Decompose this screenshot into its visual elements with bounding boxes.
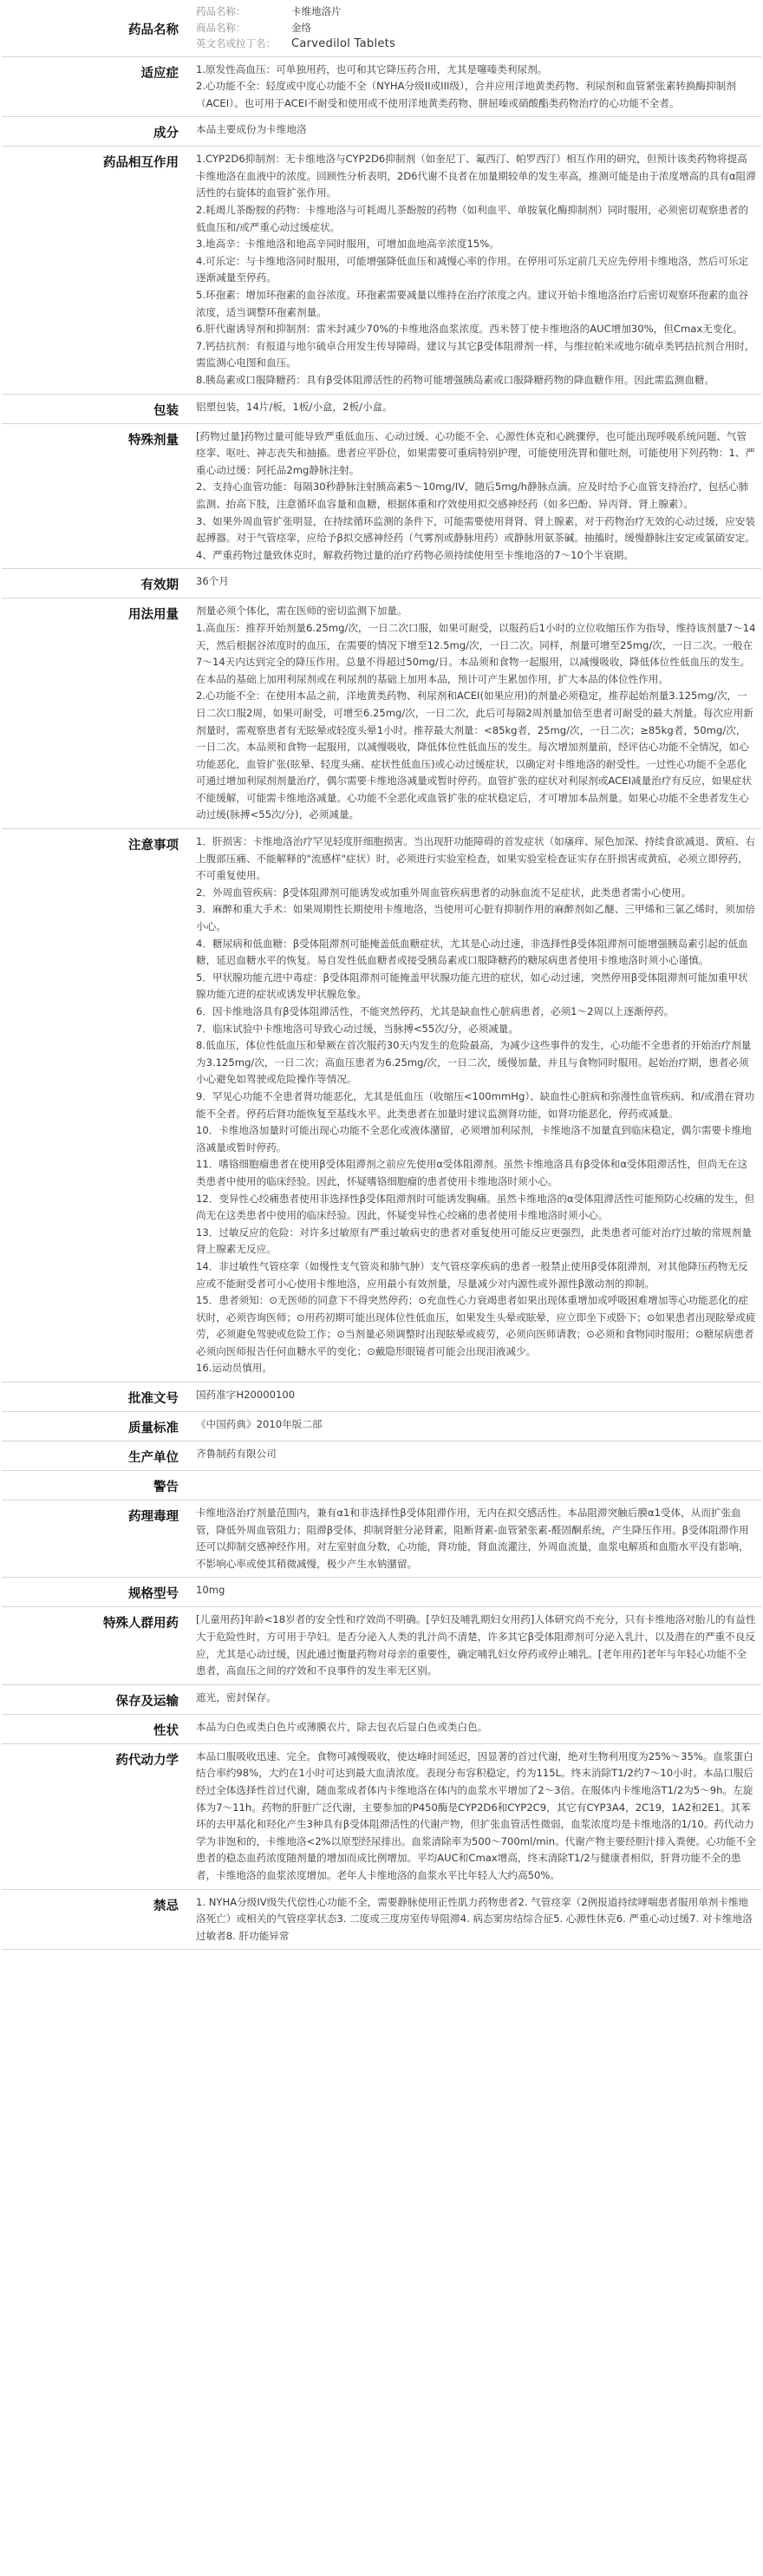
row-paragraph: 6.肝代谢诱导剂和抑制剂：雷米封减少70%的卡维地洛血浆浓度。西米替丁使卡维地洛的AUC增加30%，但Cmax无变化。 [196, 323, 743, 336]
row-value [191, 56, 761, 117]
info-row [2, 1442, 761, 1471]
english-name-label: 英文名或拉丁名： [196, 37, 276, 49]
row-value [191, 147, 761, 394]
row-value [191, 117, 761, 147]
info-row [2, 1684, 761, 1714]
row-paragraph: 3．麻醉和重大手术：如果周期性长期使用卡维地洛，当使用可心脏有抑制作用的麻醉剂如乙醚、三甲烯和三氯乙烯时，须加倍小心。 [196, 903, 756, 933]
row-paragraph: 1.CYP2D6抑制剂：无卡维地洛与CYP2D6抑制剂（如奎尼丁、氟西汀、帕罗西汀）相互作用的研究，但预计该类药物将提高卡维地洛在血液中的浓度。回顾性分析表明，2D6代谢不良者在加量期较单的发生率高，推测可能是由于浓度增高的具有α阻滞活性的右旋体的血管扩张作用。 [196, 153, 756, 199]
info-row [2, 423, 761, 569]
info-row [2, 829, 761, 1383]
row-paragraph: 本品口服吸收迅速、完全。食物可减慢吸收，使达峰时间延迟，因显著的首过代谢，绝对生物利用度为25%～35%。血浆蛋白结合率约98%，大约在1小时可达到最大血清浓度。表现分布容积稳定，约为115L。终末消除T1/2约7～10小时。本品口服后经过全体选择性首过代谢，随血浆成者体内卡维地洛在体内的血浆水平增加了2～3倍。在服体内卡维地洛T1/2为5～9h。左旋体为7～11h。药物的肝脏广泛代谢，主要参加的P450酶是CYP2D6和CYP2C9，其它有CYP3A4，2C19，1A2和2E1。其苯环的去甲基化和羟化产生3种具有β受体阻滞活性的代谢产物，但扩张血管活性微弱，血浆浓度均是卡维地洛的1/10。药代动力学为非饱和的，卡维地洛<2%以原型经尿排出。血浆清除率为500～700ml/min。代谢产物主要经胆汁排入粪便。心功能不全患者的稳态血药浓度随剂量的增加而成比例增加。平均AUC和Cmax增高，终末清除T1/2与健康者相似，肝肾功能不全的患者，卡维地洛的血浆浓度增加。老年人卡维地洛的血浆水平比年轻人大约高50%。 [196, 1749, 756, 1881]
row-paragraph: 国药准字H20000100 [196, 1389, 296, 1402]
row-label: 药代动力学 [2, 1743, 191, 1889]
row-label: 注意事项 [2, 829, 191, 1383]
row-label: 药品名称 [2, 0, 191, 56]
row-paragraph: 12．变异性心绞痛患者使用非选择性β受体阻滞剂时可能诱发胸痛。虽然卡维地洛的α受体阻滞活性可能预防心绞痛的发生，但尚无在这类患者中使用的临床经验。因此，怀疑变异性心绞痛的患者使用卡维地洛时须小心。 [196, 1192, 755, 1222]
row-paragraph: 2．外周血管疾病：β受体阻滞剂可能诱发或加重外周血管疾病患者的动脉血流不足症状，此类患者需小心使用。 [196, 886, 692, 899]
drug-info-table [2, 0, 761, 1950]
trade-name-line [196, 20, 756, 36]
row-value [191, 1743, 761, 1889]
generic-name-label: 药品名称： [196, 5, 246, 17]
row-paragraph: 5．甲状腺功能亢进中毒症：β受体阻滞剂可能掩盖甲状腺功能亢进的症状，如心动过速，突然停用β受体阻滞剂可能加重甲状腺功能亢进的症状或诱发甲状腺危象。 [196, 971, 748, 1001]
row-paragraph: 6．因卡维地洛具有β受体阻滞活性，不能突然停药，尤其是缺血性心脏病患者，必须1～2周以上逐渐停药。 [196, 1005, 675, 1017]
row-value [191, 1684, 761, 1714]
row-paragraph: [药物过量]药物过量可能导致严重低血压、心动过缓、心功能不全、心源性休克和心跳骤停，也可能出现呼吸系统问题、气管痉挛、呕吐、神志丧失和抽搐。患者应平卧位，如果需要可重病特别护理，可能使用洗胃和催吐剂，可能使用下列药物：1、严重心动过缓：阿托品2mg静脉注射。 [196, 429, 756, 476]
row-value [191, 1607, 761, 1684]
info-row [2, 117, 761, 147]
row-paragraph: 铝塑包装，14片/板，1板/小盒，2板/小盒。 [196, 400, 393, 413]
info-row [2, 1607, 761, 1684]
row-paragraph: 剂量必须个体化，需在医师的密切监测下加量。 [196, 605, 408, 618]
row-paragraph: 遮光，密封保存。 [196, 1690, 277, 1703]
row-value [191, 1442, 761, 1471]
info-row [2, 598, 761, 829]
row-label: 药品相互作用 [2, 147, 191, 394]
english-name-line [196, 36, 756, 53]
row-label: 批准文号 [2, 1383, 191, 1412]
row-value [191, 1471, 761, 1500]
row-label: 警告 [2, 1471, 191, 1500]
row-value [191, 1714, 761, 1743]
info-row [2, 394, 761, 423]
row-label: 质量标准 [2, 1412, 191, 1442]
row-label: 有效期 [2, 569, 191, 598]
row-paragraph: 1.原发性高血压：可单独用药，也可和其它降压药合用，尤其是噻嗪类利尿剂。 [196, 62, 548, 75]
row-label: 成分 [2, 117, 191, 147]
row-paragraph: 8.胰岛素或口服降糖药：具有β受体阻滞活性的药物可能增强胰岛素或口服降糖药物的降血糖作用。因此需监测血糖。 [196, 374, 715, 386]
row-paragraph: 36个月 [196, 575, 229, 588]
row-paragraph: 本品主要成份为卡维地洛 [196, 123, 307, 136]
row-paragraph: 2、支持心血管功能：每隔30秒静脉注射胰高素5～10mg/IV，随后5mg/h静脉点滴。应及时给予心血管支持治疗，包括心肺监测、抬高下肢，注意循环血容量和血糖，根据体重和疗效使用拟交感神经药（如多巴酚、异丙肾、肾上腺素）。 [196, 481, 749, 510]
row-label: 特殊剂量 [2, 423, 191, 569]
info-row [2, 1471, 761, 1500]
row-value [191, 1889, 761, 1950]
info-row [2, 1500, 761, 1578]
row-paragraph: 1. NYHA分级IV级失代偿性心功能不全，需要静脉使用正性肌力药物患者2. 气管痉挛（2例报道持续哮喘患者服用单剂卡维地洛死亡）或相关的气管痉挛状态3. 二度或三度房室传导阻滞4. 病态窦房结综合征5. 心源性休克6. 严重心动过缓7. 对卡维地洛过敏者8. 肝功能异常 [196, 1895, 753, 1942]
row-paragraph: [儿童用药]年龄<18岁者的安全性和疗效尚不明确。[孕妇及哺乳期妇女用药]人体研究尚不充分，只有卡维地洛对胎儿的有益性大于危险性时，方可用于孕妇。是否分泌入人类的乳汁尚不清楚，许多其它β受体阻滞剂可分泌入乳汁，以及潜在的严重不良反应，尤其是心动过缓，因此通过衡量药物对母亲的重要性，确定哺乳妇女停药或停止哺乳。[老年用药]老年与年轻心功能不全患者，高血压之间的疗效和不良事件的发生率无区别。 [196, 1613, 756, 1677]
row-paragraph: 2.心功能不全：轻度或中度心功能不全（NYHA分级II或III级），合并应用洋地黄类药物、利尿剂和血管紧张素转换酶抑制剂（ACEI）。也可用于ACEI不耐受和使用或不使用洋地黄类药物、肼屈嗪或硝酸酯类药物治疗的心功能不全者。 [196, 80, 736, 109]
row-paragraph: 7.钙拮抗剂：有报道与地尔硫卓合用发生传导障碍。建议与其它β受体阻滞剂一样，与维拉帕米或地尔硫卓类钙拮抗剂合用时，需监测心电图和血压。 [196, 339, 755, 369]
row-paragraph: 14．非过敏性气管痉挛（如慢性支气管炎和肺气肿）支气管痉挛疾病的患者一般禁止使用β受体阻滞剂，对其他降压药物无反应或不能耐受者可小心使用卡维地洛，应用最小有效剂量，尽量减少对内源性或外源性β激动剂的抑制。 [196, 1259, 748, 1290]
row-label: 禁忌 [2, 1889, 191, 1950]
info-row [2, 1383, 761, 1412]
row-label: 适应症 [2, 56, 191, 117]
row-paragraph: 《中国药典》2010年版二部 [196, 1418, 323, 1431]
row-value [191, 1412, 761, 1442]
row-value [191, 829, 761, 1383]
row-paragraph: 卡维地洛治疗剂量范围内，兼有α1和非选择性β受体阻滞作用，无内在拟交感活性。本品阻滞突触后膜α1受体，从而扩张血管，降低外周血管阻力；阻滞β受体，抑制肾脏分泌肾素，阻断肾素-血管紧张素-醛固酮系统，产生降压作用。β受体阻滞作用还可以抑制交感神经作用。对左室射血分数，心功能，肾功能，肾血流灌注，外周血流量，血浆电解质和血脂水平没有影响，不影响心率或使其稍微减慢，极少产生水钠潴留。 [196, 1507, 749, 1570]
row-paragraph: 10．卡维地洛加量时可能出现心功能不全恶化或液体潴留，必须增加利尿剂，卡维地洛不加量直到临床稳定，偶尔需要卡维地洛减量或暂时停药。 [196, 1124, 752, 1154]
info-row [2, 569, 761, 598]
row-label: 用法用量 [2, 598, 191, 829]
english-name-value: Carvedilol Tablets [291, 37, 396, 50]
row-drug-name [2, 0, 761, 56]
row-paragraph: 13．过敏反应的危险：对许多过敏原有严重过敏病史的患者对重复使用可能反应更强烈，此类患者可能对治疗过敏的常规剂量肾上腺素无反应。 [196, 1226, 752, 1256]
row-value [191, 1383, 761, 1412]
row-label: 性状 [2, 1714, 191, 1743]
row-paragraph: 10mg [196, 1584, 225, 1597]
info-row [2, 1743, 761, 1889]
row-paragraph: 4、严重药物过量致休克时，解救药物过量的治疗药物必须持续使用至卡维地洛的7～10个半衰期。 [196, 548, 634, 561]
row-paragraph: 2.心功能不全：在使用本品之前，洋地黄类药物、利尿剂和ACEI(如果应用)的剂量必须稳定，推荐起始剂量3.125mg/次，一日二次口服2周，如果可耐受，可增至6.25mg/次，一日二次，此后可每隔2周剂量加倍至患者可耐受的最大剂量。每次应用新剂量时，需观察患者有无眩晕或轻度头晕1小时。推荐最大剂量：<85kg者，25mg/次，一日二次；≥85kg者，50mg/次，一日二次。本品须和食物一起服用，以减慢吸收，降低体位性低血压的发生。每次增加剂量前，经评估心功能不全情况，如心功能恶化，血管扩张(眩晕、轻度头痛、症状性低血压)或心动过缓症状，以确定对卡维地洛的耐受性。一过性心功能不全恶化可通过增加利尿剂剂量治疗，偶尔需要卡维地洛减量或暂时停药。血管扩张的症状对利尿剂或ACEI减量治疗有反应，如果症状不能缓解，可能需卡维地洛减量。心功能不全恶化或血管扩张的症状稳定后，才可增加本品剂量。如果心功能不全患者发生心动过缓(脉搏<55次/分)，必须减量。 [196, 690, 753, 821]
row-value [191, 0, 761, 56]
row-value [191, 1578, 761, 1607]
trade-name-label: 商品名称： [196, 21, 246, 34]
row-paragraph: 3.地高辛：卡维地洛和地高辛同时服用，可增加血地高辛浓度15%。 [196, 238, 499, 251]
info-row [2, 147, 761, 394]
row-label: 规格型号 [2, 1578, 191, 1607]
row-paragraph: 5.环孢素：增加环孢素的血谷浓度。环孢素需要减量以维持在治疗浓度之内。建议开始卡维地洛治疗后密切观察环孢素的血谷浓度，适当调整环孢素剂量。 [196, 289, 749, 318]
row-paragraph: 9．罕见心功能不全患者肾功能恶化，尤其是低血压（收缩压<100mmHg）、缺血性心脏病和弥漫性血管疾病、和/或潜在肾功能不全者。停药后肾功能恢复至基线水平。此类患者在加量时建议监测肾功能，如肾功能恶化，停药或减量。 [196, 1089, 755, 1120]
row-paragraph: 4.可乐定：与卡维地洛同时服用，可能增强降低血压和减慢心率的作用。在停用可乐定前几天应先停用卡维地洛，然后可乐定逐渐减量至停药。 [196, 254, 749, 284]
row-label: 特殊人群用药 [2, 1607, 191, 1684]
row-paragraph: 16.运动员慎用。 [196, 1362, 273, 1375]
row-value [191, 423, 761, 569]
row-paragraph: 8.低血压，体位性低血压和晕厥在首次服药30天内发生的危险最高，为减少这些事件的发生，心功能不全患者的开始治疗剂量为3.125mg/次，一日二次；高血压患者为6.25mg/次，一日二次，缓慢加量，并且与食物同时服用。起始治疗期，患者必须小心避免如驾驶或危险操作等情况。 [196, 1039, 752, 1086]
row-paragraph: 15．患者须知：⊙无医师的同意下不得突然停药；⊙充血性心力衰竭患者如果出现体重增加或呼吸困难增加等心功能恶化的症状时，必须咨询医师；⊙用药初期可能出现体位性低血压，如果发生头晕或眩晕，应立即坐下或卧下；⊙如果患者出现眩晕或疲劳，必须避免驾驶或危险工作；⊙当剂量必须调整时出现眩晕或疲劳，必须向医师请教；⊙必须和食物同时服用；⊙糖尿病患者必须向医师报告任何血糖水平的变化；⊙戴隐形眼镜者可能会出现泪液减少。 [196, 1294, 756, 1357]
row-paragraph: 1．肝损害：卡维地洛治疗罕见轻度肝细胞损害。当出现肝功能障碍的首发症状（如瘙痒、尿色加深、持续食欲减退、黄疸、右上腹部压痛、不能解释的"流感样"症状）时，必须进行实验室检查，如果实验室检查证实存在肝损害或黄疸，必须立即停药，不可重复使用。 [196, 835, 756, 882]
row-paragraph: 齐鲁制药有限公司 [196, 1448, 277, 1461]
row-paragraph: 7．临床试验中卡维地洛可导致心动过缓，当脉搏<55次/分，必须减量。 [196, 1022, 518, 1035]
info-row [2, 1714, 761, 1743]
info-row [2, 1889, 761, 1950]
row-paragraph: 2.耗竭儿茶酚胺的药物：卡维地洛与可耗竭儿茶酚胺的药物（如利血平、单胺氧化酶抑制剂）同时服用，必须密切观察患者的低血压和/或严重心动过缓症状。 [196, 204, 749, 233]
row-value [191, 1500, 761, 1578]
info-row [2, 56, 761, 117]
trade-name-value: 金络 [291, 21, 311, 34]
info-row [2, 1412, 761, 1442]
row-value [191, 598, 761, 829]
row-paragraph: 3、如果外周血管扩张明显，在持续循环监测的条件下，可能需要使用肾肾、肾上腺素，对于药物治疗无效的心动过缓，应安装起搏器。对于气管痉挛，应给予β拟交感神经药（气雾剂或静脉用药）或静脉用氨茶碱。抽搐时，缓慢静脉注安定或氯硝安定。 [196, 514, 756, 545]
row-paragraph: 4．糖尿病和低血糖：β受体阻滞剂可能掩盖低血糖症状，尤其是心动过速，非选择性β受体阻滞剂可能增强胰岛素引起的低血糖，延迟血糖水平的恢复。易自发性低血糖者或接受胰岛素或口服降糖药的糖尿病患者使用卡维地洛时须小心谨慎。 [196, 937, 748, 967]
row-value [191, 569, 761, 598]
row-paragraph: 11．嗜铬细胞瘤患者在使用β受体阻滞剂之前应先使用α受体阻滞剂。虽然卡维地洛具有β受体和α受体阻滞活性，但尚无在这类患者中使用的临床经验。因此，怀疑嗜铬细胞瘤的患者使用卡维地洛时须小心。 [196, 1158, 748, 1187]
info-row [2, 1578, 761, 1607]
row-label: 生产单位 [2, 1442, 191, 1471]
generic-name-value: 卡维地洛片 [291, 5, 342, 17]
row-paragraph: 本品为白色或类白色片或薄膜衣片，除去包衣后显白色或类白色。 [196, 1720, 488, 1733]
row-value [191, 394, 761, 423]
row-label: 药理毒理 [2, 1500, 191, 1578]
generic-name-line [196, 3, 756, 20]
row-paragraph: 1.高血压：推荐开始剂量6.25mg/次，一日二次口服，如果可耐受，以服药后1小时的立位收缩压作为指导，维持该剂量7～14天，然后根据谷浓度时的血压，在需要的情况下增至12.5mg/次，一日二次。同样，剂量可增至25mg/次，一日二次。一般在7～14天内达到完全的降压作用。总量不得超过50mg/日。本品须和食物一起服用，以减慢吸收，降低体位性低血压的发生。在本品的基础上加用利尿剂或在利尿剂的基础上加用本品，预计可产生累加作用，扩大本品的体位性作用。 [196, 621, 756, 685]
row-label: 包装 [2, 394, 191, 423]
row-label: 保存及运输 [2, 1684, 191, 1714]
